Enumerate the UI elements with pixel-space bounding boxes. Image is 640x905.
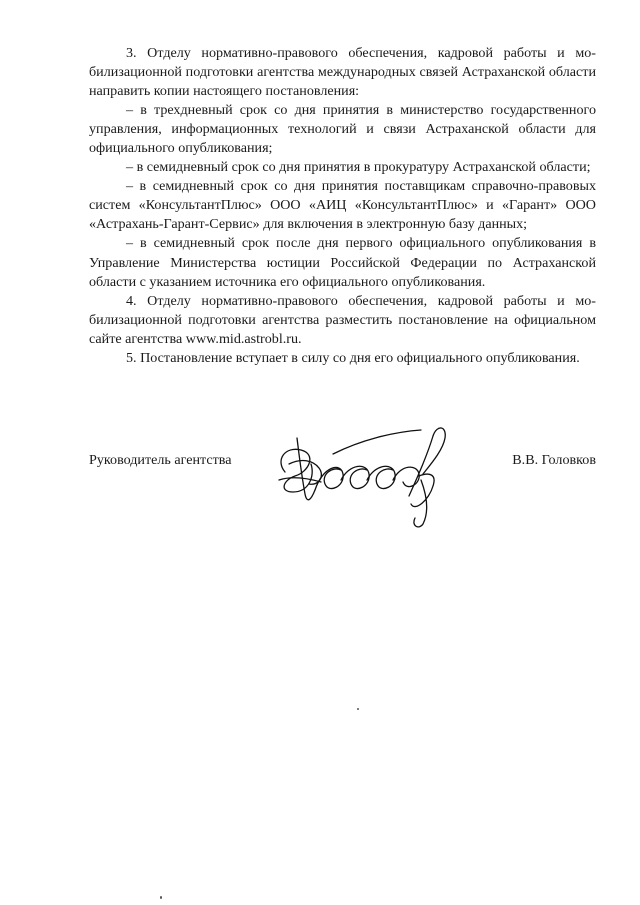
document-body	[89, 44, 596, 368]
paragraph-bullet-ministry: – в трехдневный срок со дня принятия в министерство государственного управления, информационных технологий и связи Астраханской области для официального опубликования;	[89, 102, 596, 157]
handwritten-signature	[271, 420, 466, 530]
paragraph-item-5: 5. Постановление вступает в силу со дня его официального опубликования.	[126, 349, 580, 366]
paragraph-item-4: 4. Отделу нормативно-правового обеспечения, кадровой работы и мобилизационной подготовки агентства разместить постановление на официальном сайте агентства www.mid.astrobl.ru.	[89, 292, 596, 347]
scan-speck	[357, 708, 359, 710]
paragraph-bullet-legal-systems: – в семидневный срок со дня принятия поставщикам справочно-правовых систем «КонсультантПлюс» ООО «АИЦ «КонсультантПлюс» и «Гарант» ООО «Астрахань-Гарант-Сервис» для включения в электронную базу данных;	[89, 178, 596, 233]
signer-name: В.В. Головков	[512, 452, 596, 468]
paragraph-item-3: 3. Отделу нормативно-правового обеспечения, кадровой работы и мобилизационной подготовки агентства международных связей Астраханской области направить копии настоящего постановления:	[89, 45, 596, 100]
paragraph-bullet-prosecutor: – в семидневный срок со дня принятия в прокуратуру Астраханской области;	[126, 159, 591, 176]
signature-block	[89, 420, 596, 530]
signer-title: Руководитель агентства	[89, 452, 232, 468]
paragraph-bullet-justice-ministry: – в семидневный срок после дня первого официального опубликования в Управление Министерства юстиции Российской Федерации по Астраханской области с указанием источника его официального опубликования.	[89, 235, 596, 290]
scan-speck	[160, 896, 162, 899]
